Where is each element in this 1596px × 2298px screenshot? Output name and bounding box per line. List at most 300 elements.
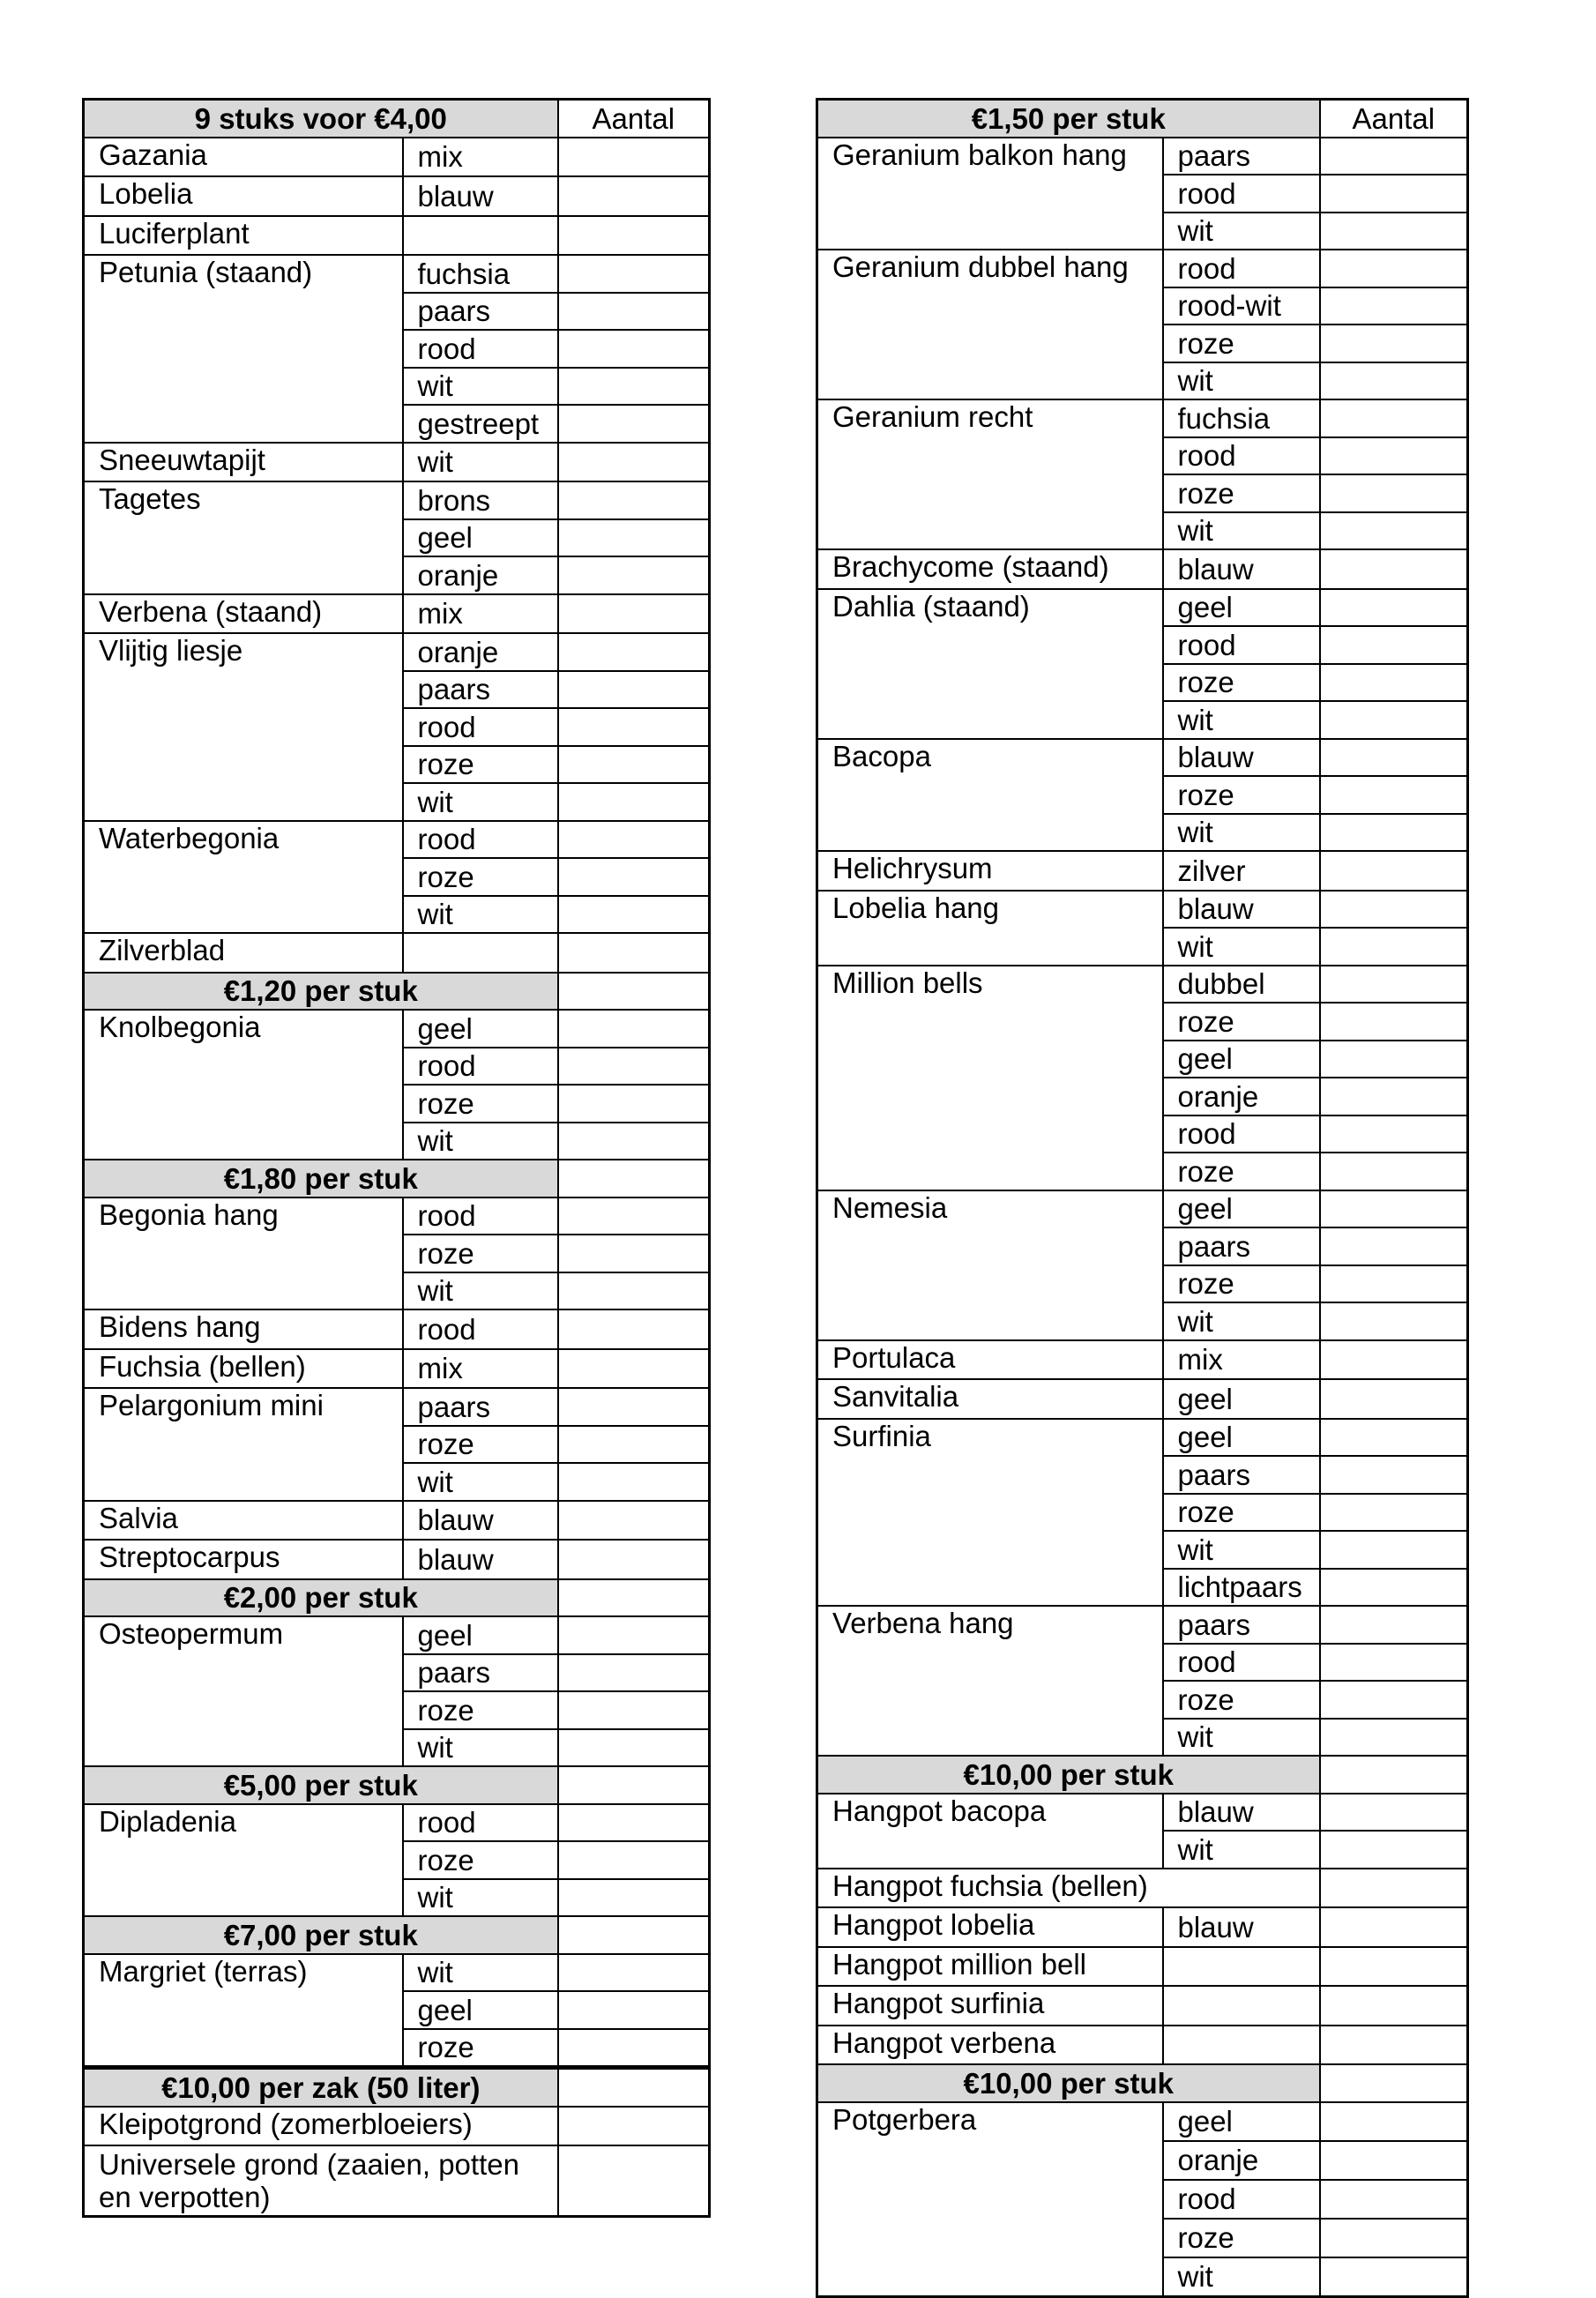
quantity-cell[interactable] <box>558 896 710 934</box>
table-row <box>84 633 710 671</box>
quantity-cell[interactable] <box>1320 1115 1468 1153</box>
quantity-cell[interactable] <box>558 519 710 557</box>
plant-variant: rood <box>1163 175 1320 213</box>
plant-variant: blauw <box>1163 1794 1320 1832</box>
plant-variant: rood <box>1163 2180 1320 2219</box>
aantal-header-cell <box>558 1916 710 1954</box>
aantal-header-cell <box>558 2068 710 2107</box>
table-row <box>84 1010 710 1048</box>
plant-variant: gestreept <box>403 405 558 443</box>
aantal-column-header: Aantal <box>1320 100 1468 138</box>
plant-variant: mix <box>403 594 558 634</box>
quantity-cell[interactable] <box>1320 1419 1468 1457</box>
plant-variant: blauw <box>403 1501 558 1541</box>
plant-name: Nemesia <box>817 1190 1163 1340</box>
table-row <box>84 821 710 859</box>
quantity-cell[interactable] <box>1320 1531 1468 1569</box>
plant-variant: geel <box>1163 1379 1320 1419</box>
section-header-row <box>817 2064 1468 2102</box>
plant-variant: wit <box>1163 2257 1320 2297</box>
plant-variant: wit <box>1163 1302 1320 1340</box>
quantity-cell[interactable] <box>558 1197 710 1235</box>
table-row <box>817 1606 1468 1644</box>
plant-name: Osteopermum <box>84 1616 403 1766</box>
quantity-cell[interactable] <box>1320 549 1468 589</box>
table-row <box>817 1869 1468 1908</box>
table-row <box>84 1501 710 1541</box>
plant-variant: rood <box>1163 437 1320 475</box>
quantity-cell[interactable] <box>1320 1947 1468 1987</box>
plant-name: Portulaca <box>817 1340 1163 1380</box>
plant-variant: oranje <box>403 556 558 594</box>
plant-variant: wit <box>403 368 558 406</box>
quantity-cell[interactable] <box>1320 1340 1468 1380</box>
quantity-cell[interactable] <box>1320 1494 1468 1532</box>
plant-variant: geel <box>1163 1041 1320 1078</box>
plant-variant: rood <box>403 1309 558 1349</box>
table-row <box>84 443 710 482</box>
order-table-right <box>816 98 1469 2298</box>
plant-name: Dahlia (staand) <box>817 589 1163 739</box>
plant-variant <box>403 216 558 256</box>
section-price-title: €1,20 per stuk <box>84 973 558 1011</box>
plant-variant: geel <box>1163 1419 1320 1457</box>
quantity-cell[interactable] <box>558 1879 710 1917</box>
plant-variant: roze <box>403 1426 558 1464</box>
quantity-cell[interactable] <box>558 1954 710 1992</box>
table-row <box>817 1907 1468 1947</box>
quantity-cell[interactable] <box>558 176 710 216</box>
plant-variant: blauw <box>1163 549 1320 589</box>
quantity-cell[interactable] <box>558 330 710 368</box>
quantity-cell[interactable] <box>558 746 710 784</box>
plant-variant: roze <box>1163 1494 1320 1532</box>
quantity-cell[interactable] <box>1320 1227 1468 1265</box>
section-header-row <box>817 100 1468 138</box>
quantity-cell[interactable] <box>1320 1003 1468 1041</box>
plant-name: Verbena hang <box>817 1606 1163 1756</box>
plant-name: Hangpot fuchsia (bellen) <box>817 1869 1320 1908</box>
quantity-cell[interactable] <box>1320 966 1468 1004</box>
quantity-cell[interactable] <box>1320 2026 1468 2065</box>
section-price-title: €1,80 per stuk <box>84 1160 558 1197</box>
quantity-cell[interactable] <box>558 1501 710 1541</box>
aantal-header-cell <box>1320 2064 1468 2102</box>
plant-variant: roze <box>1163 2219 1320 2257</box>
plant-variant: wit <box>1163 512 1320 550</box>
section-header-row <box>84 1916 710 1954</box>
plant-name: Luciferplant <box>84 216 403 256</box>
quantity-cell[interactable] <box>1320 287 1468 325</box>
plant-variant: paars <box>1163 1227 1320 1265</box>
plant-variant: paars <box>403 1654 558 1692</box>
plant-variant: paars <box>1163 1456 1320 1494</box>
table-row <box>817 549 1468 589</box>
plant-name: Vlijtig liesje <box>84 633 403 821</box>
plant-name: Sanvitalia <box>817 1379 1163 1419</box>
plant-variant: roze <box>1163 1265 1320 1303</box>
plant-variant: roze <box>1163 474 1320 512</box>
plant-variant: oranje <box>1163 2141 1320 2180</box>
quantity-cell[interactable] <box>1320 213 1468 250</box>
plant-variant: roze <box>403 1841 558 1879</box>
plant-variant: oranje <box>403 633 558 671</box>
quantity-cell[interactable] <box>1320 138 1468 175</box>
plant-name: Hangpot bacopa <box>817 1794 1163 1869</box>
quantity-cell[interactable] <box>1320 1456 1468 1494</box>
section-header-row <box>84 973 710 1011</box>
quantity-cell[interactable] <box>558 481 710 519</box>
quantity-cell[interactable] <box>1320 1986 1468 2026</box>
quantity-cell[interactable] <box>1320 1041 1468 1078</box>
plant-name: Helichrysum <box>817 851 1163 891</box>
plant-variant: fuchsia <box>403 255 558 293</box>
quantity-cell[interactable] <box>1320 474 1468 512</box>
plant-variant: geel <box>403 519 558 557</box>
quantity-cell[interactable] <box>558 1309 710 1349</box>
section-header-row <box>817 1756 1468 1794</box>
quantity-cell[interactable] <box>1320 325 1468 362</box>
plant-variant: roze <box>1163 664 1320 702</box>
quantity-cell[interactable] <box>558 1616 710 1654</box>
plant-name: Pelargonium mini <box>84 1388 403 1501</box>
plant-variant: blauw <box>1163 891 1320 929</box>
quantity-cell[interactable] <box>558 1235 710 1272</box>
quantity-cell[interactable] <box>558 1463 710 1501</box>
table-row <box>84 1309 710 1349</box>
plant-variant: blauw <box>403 176 558 216</box>
plant-variant: paars <box>1163 138 1320 175</box>
quantity-cell[interactable] <box>1320 2141 1468 2180</box>
section-price-title: €10,00 per stuk <box>817 1756 1320 1794</box>
plant-variant: wit <box>1163 1719 1320 1757</box>
table-row <box>84 594 710 634</box>
table-row <box>84 1804 710 1842</box>
plant-name: Surfinia <box>817 1419 1163 1607</box>
quantity-cell[interactable] <box>558 708 710 746</box>
plant-name: Bacopa <box>817 739 1163 852</box>
plant-variant: wit <box>1163 701 1320 739</box>
quantity-cell[interactable] <box>1320 664 1468 702</box>
plant-variant: wit <box>403 1729 558 1767</box>
quantity-cell[interactable] <box>1320 2219 1468 2257</box>
plant-variant: wit <box>403 443 558 482</box>
plant-variant: wit <box>1163 1831 1320 1869</box>
table-row <box>84 481 710 519</box>
plant-variant: rood <box>403 708 558 746</box>
plant-variant: blauw <box>403 1540 558 1579</box>
quantity-cell[interactable] <box>558 633 710 671</box>
quantity-cell[interactable] <box>558 1085 710 1123</box>
table-row <box>817 891 1468 929</box>
quantity-cell[interactable] <box>558 2107 710 2146</box>
aantal-header-cell <box>558 973 710 1011</box>
quantity-cell[interactable] <box>1320 891 1468 929</box>
quantity-cell[interactable] <box>1320 1869 1468 1908</box>
section-header-row <box>84 1579 710 1617</box>
quantity-cell[interactable] <box>558 1540 710 1579</box>
quantity-cell[interactable] <box>558 1729 710 1767</box>
plant-variant: roze <box>1163 1681 1320 1719</box>
quantity-cell[interactable] <box>1320 1794 1468 1832</box>
quantity-cell[interactable] <box>1320 2180 1468 2219</box>
quantity-cell[interactable] <box>558 443 710 482</box>
quantity-cell[interactable] <box>1320 1379 1468 1419</box>
quantity-cell[interactable] <box>1320 1190 1468 1228</box>
plant-variant: zilver <box>1163 851 1320 891</box>
table-row <box>84 2145 710 2217</box>
plant-name: Potgerbera <box>817 2102 1163 2297</box>
plant-variant: wit <box>403 1272 558 1310</box>
plant-name: Geranium recht <box>817 399 1163 549</box>
plant-variant: wit <box>403 1123 558 1160</box>
table-row <box>84 933 710 973</box>
plant-variant: roze <box>1163 1153 1320 1190</box>
section-header-row <box>84 1766 710 1804</box>
plant-variant: blauw <box>1163 1907 1320 1947</box>
plant-name: Petunia (staand) <box>84 255 403 443</box>
plant-variant: roze <box>1163 325 1320 362</box>
plant-variant: roze <box>1163 776 1320 814</box>
quantity-cell[interactable] <box>1320 1681 1468 1719</box>
plant-variant: geel <box>403 1991 558 2029</box>
quantity-cell[interactable] <box>1320 776 1468 814</box>
plant-name: Streptocarpus <box>84 1540 403 1579</box>
plant-variant: wit <box>403 1463 558 1501</box>
plant-name: Salvia <box>84 1501 403 1541</box>
quantity-cell[interactable] <box>558 556 710 594</box>
quantity-cell[interactable] <box>1320 928 1468 966</box>
table-row <box>817 739 1468 777</box>
quantity-cell[interactable] <box>558 1841 710 1879</box>
plant-variant: geel <box>1163 1190 1320 1228</box>
quantity-cell[interactable] <box>1320 1078 1468 1115</box>
plant-name: Lobelia <box>84 176 403 216</box>
plant-variant: rood <box>403 821 558 859</box>
quantity-cell[interactable] <box>1320 1831 1468 1869</box>
quantity-cell[interactable] <box>558 1426 710 1464</box>
plant-name: Kleipotgrond (zomerbloeiers) <box>84 2107 558 2146</box>
section-header-row <box>84 100 710 138</box>
quantity-cell[interactable] <box>1320 512 1468 550</box>
quantity-cell[interactable] <box>558 216 710 256</box>
plant-variant <box>1163 2026 1320 2065</box>
plant-variant: fuchsia <box>1163 399 1320 437</box>
plant-variant: geel <box>1163 2102 1320 2141</box>
aantal-header-cell <box>558 1766 710 1804</box>
section-price-title: €10,00 per zak (50 liter) <box>84 2068 558 2107</box>
quantity-cell[interactable] <box>1320 2102 1468 2141</box>
quantity-cell[interactable] <box>558 783 710 821</box>
table-row <box>84 255 710 293</box>
plant-variant: wit <box>1163 1531 1320 1569</box>
plant-variant: lichtpaars <box>1163 1569 1320 1607</box>
table-row <box>84 2107 710 2146</box>
plant-variant <box>403 933 558 973</box>
table-row <box>817 1947 1468 1987</box>
table-row <box>84 216 710 256</box>
plant-variant: rood <box>403 1048 558 1086</box>
quantity-cell[interactable] <box>1320 1644 1468 1682</box>
plant-variant: rood <box>1163 1115 1320 1153</box>
table-row <box>817 1190 1468 1228</box>
quantity-cell[interactable] <box>558 368 710 406</box>
table-row <box>817 589 1468 627</box>
plant-name: Lobelia hang <box>817 891 1163 966</box>
quantity-cell[interactable] <box>558 293 710 331</box>
plant-variant: roze <box>403 2029 558 2068</box>
table-row <box>817 1340 1468 1380</box>
quantity-cell[interactable] <box>1320 1569 1468 1607</box>
plant-variant: wit <box>403 896 558 934</box>
plant-name: Dipladenia <box>84 1804 403 1917</box>
plant-name: Sneeuwtapijt <box>84 443 403 482</box>
plant-variant: oranje <box>1163 1078 1320 1115</box>
quantity-cell[interactable] <box>1320 626 1468 664</box>
plant-variant: wit <box>1163 213 1320 250</box>
quantity-cell[interactable] <box>1320 437 1468 475</box>
plant-variant: roze <box>1163 1003 1320 1041</box>
plant-variant: roze <box>403 1691 558 1729</box>
section-price-title: 9 stuks voor €4,00 <box>84 100 558 138</box>
quantity-cell[interactable] <box>1320 701 1468 739</box>
plant-name: Fuchsia (bellen) <box>84 1349 403 1389</box>
quantity-cell[interactable] <box>1320 250 1468 287</box>
plant-variant: geel <box>403 1010 558 1048</box>
table-row <box>84 1616 710 1654</box>
plant-variant: wit <box>403 1954 558 1992</box>
plant-variant <box>1163 1986 1320 2026</box>
plant-name: Margriet (terras) <box>84 1954 403 2068</box>
plant-name: Hangpot surfinia <box>817 1986 1163 2026</box>
section-header-row <box>84 2068 710 2107</box>
quantity-cell[interactable] <box>558 138 710 177</box>
quantity-cell[interactable] <box>1320 2257 1468 2297</box>
quantity-cell[interactable] <box>558 1010 710 1048</box>
quantity-cell[interactable] <box>558 1123 710 1160</box>
plant-variant: dubbel <box>1163 966 1320 1004</box>
quantity-cell[interactable] <box>1320 1302 1468 1340</box>
plant-name: Million bells <box>817 966 1163 1190</box>
plant-variant: rood <box>403 1197 558 1235</box>
quantity-cell[interactable] <box>1320 814 1468 852</box>
quantity-cell[interactable] <box>558 1388 710 1426</box>
plant-variant: wit <box>1163 814 1320 852</box>
plant-variant: mix <box>1163 1340 1320 1380</box>
quantity-cell[interactable] <box>558 405 710 443</box>
plant-variant: brons <box>403 481 558 519</box>
plant-name: Hangpot million bell <box>817 1947 1163 1987</box>
plant-variant: wit <box>403 1879 558 1917</box>
plant-name: Zilverblad <box>84 933 403 973</box>
aantal-header-cell <box>1320 1756 1468 1794</box>
quantity-cell[interactable] <box>558 1272 710 1310</box>
quantity-cell[interactable] <box>558 858 710 896</box>
plant-name: Brachycome (staand) <box>817 549 1163 589</box>
plant-variant: roze <box>403 1085 558 1123</box>
plant-name: Tagetes <box>84 481 403 594</box>
table-row <box>84 176 710 216</box>
table-row <box>84 1349 710 1389</box>
plant-name: Waterbegonia <box>84 821 403 934</box>
table-row <box>817 138 1468 175</box>
plant-variant: roze <box>403 1235 558 1272</box>
plant-name: Begonia hang <box>84 1197 403 1310</box>
plant-variant: blauw <box>1163 739 1320 777</box>
table-row <box>84 1540 710 1579</box>
quantity-cell[interactable] <box>558 1804 710 1842</box>
quantity-cell[interactable] <box>1320 851 1468 891</box>
aantal-header-cell <box>558 1160 710 1197</box>
table-row <box>817 2102 1468 2141</box>
plant-variant: mix <box>403 138 558 177</box>
plant-variant: geel <box>403 1616 558 1654</box>
section-header-row <box>84 1160 710 1197</box>
section-price-title: €2,00 per stuk <box>84 1579 558 1617</box>
plant-variant: rood-wit <box>1163 287 1320 325</box>
quantity-cell[interactable] <box>558 1048 710 1086</box>
plant-variant: rood <box>403 1804 558 1842</box>
table-row <box>817 851 1468 891</box>
table-row <box>817 250 1468 287</box>
table-row <box>817 2026 1468 2065</box>
aantal-header-cell <box>558 1579 710 1617</box>
quantity-cell[interactable] <box>1320 1265 1468 1303</box>
plant-variant: mix <box>403 1349 558 1389</box>
quantity-cell[interactable] <box>1320 362 1468 400</box>
quantity-cell[interactable] <box>558 933 710 973</box>
plant-name: Bidens hang <box>84 1309 403 1349</box>
section-price-title: €5,00 per stuk <box>84 1766 558 1804</box>
plant-variant: paars <box>403 671 558 709</box>
quantity-cell[interactable] <box>558 1991 710 2029</box>
plant-variant: rood <box>403 330 558 368</box>
plant-variant: rood <box>1163 1644 1320 1682</box>
plant-variant: paars <box>1163 1606 1320 1644</box>
quantity-cell[interactable] <box>1320 589 1468 627</box>
aantal-column-header: Aantal <box>558 100 710 138</box>
quantity-cell[interactable] <box>558 2145 710 2217</box>
quantity-cell[interactable] <box>1320 1907 1468 1947</box>
table-row <box>84 1388 710 1426</box>
quantity-cell[interactable] <box>1320 1606 1468 1644</box>
quantity-cell[interactable] <box>1320 399 1468 437</box>
quantity-cell[interactable] <box>558 255 710 293</box>
plant-name: Geranium balkon hang <box>817 138 1163 250</box>
quantity-cell[interactable] <box>558 2029 710 2068</box>
plant-name: Verbena (staand) <box>84 594 403 634</box>
plant-variant: rood <box>1163 626 1320 664</box>
quantity-cell[interactable] <box>558 1349 710 1389</box>
quantity-cell[interactable] <box>1320 1719 1468 1757</box>
quantity-cell[interactable] <box>558 821 710 859</box>
table-row <box>817 1379 1468 1419</box>
quantity-cell[interactable] <box>1320 739 1468 777</box>
table-row <box>817 399 1468 437</box>
plant-variant: wit <box>1163 362 1320 400</box>
quantity-cell[interactable] <box>558 1691 710 1729</box>
plant-name: Knolbegonia <box>84 1010 403 1160</box>
plant-variant: roze <box>403 858 558 896</box>
order-table-left <box>82 98 711 2218</box>
quantity-cell[interactable] <box>558 1654 710 1692</box>
plant-name: Hangpot verbena <box>817 2026 1163 2065</box>
quantity-cell[interactable] <box>558 671 710 709</box>
quantity-cell[interactable] <box>1320 175 1468 213</box>
table-row <box>817 1794 1468 1832</box>
quantity-cell[interactable] <box>1320 1153 1468 1190</box>
quantity-cell[interactable] <box>558 594 710 634</box>
